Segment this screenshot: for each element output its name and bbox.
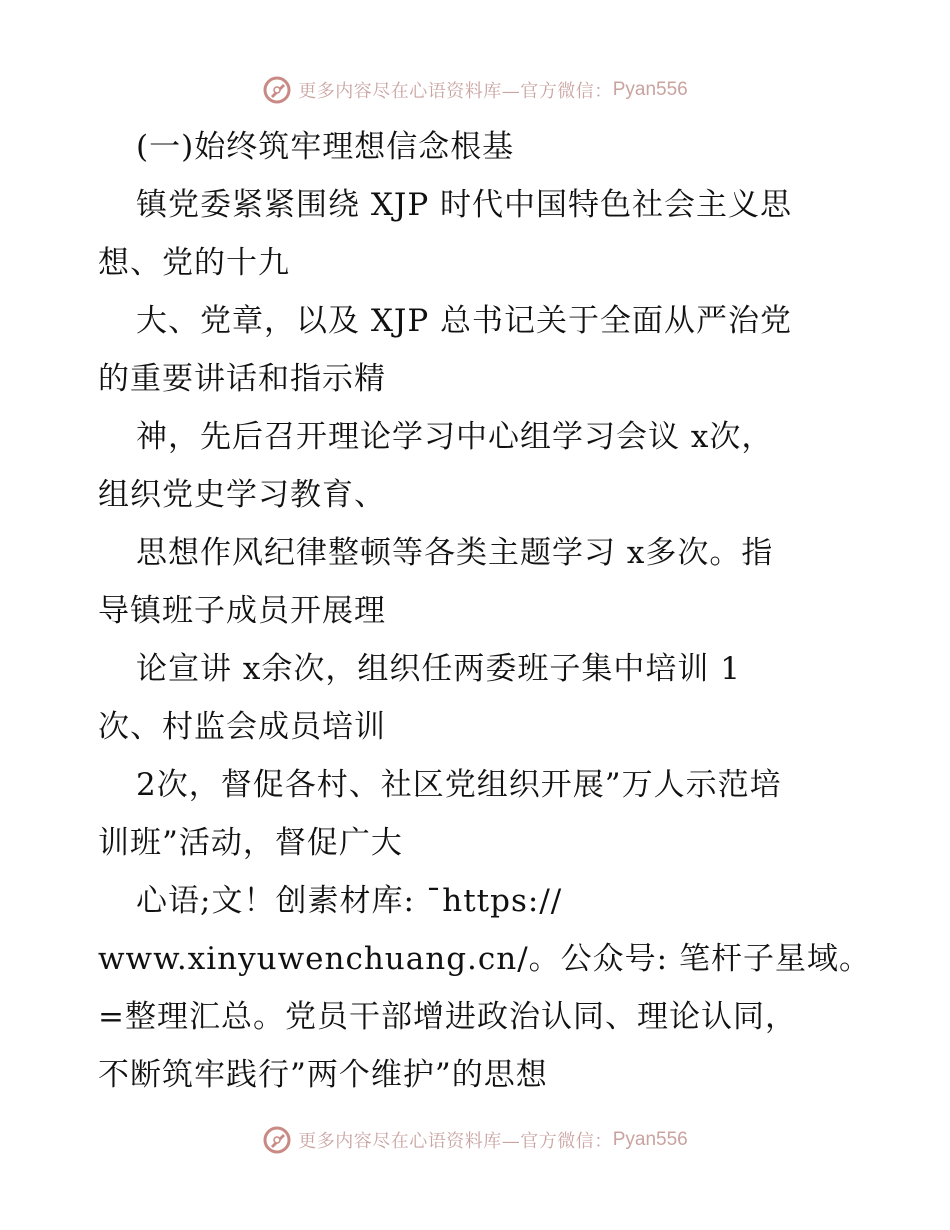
text-line: =整理汇总。党员干部增进政治认同、理论认同， [98, 999, 797, 1035]
text-line: 心语;文！创素材库: ¯https:// [136, 883, 563, 919]
text-line: 思想作风纪律整顿等各类主题学习 x多次。指 [136, 535, 774, 571]
text-line: www.xinyuwenchuang.cn/。公众号: 笔杆子星域。 [98, 941, 871, 977]
text-line: 神，先后召开理论学习中心组学习会议 x次， [136, 419, 774, 455]
text-line: 训班”活动，督促广大 [98, 825, 403, 861]
text-line: 的重要讲话和指示精 [98, 361, 386, 397]
footer-watermark [0, 1120, 950, 1160]
text-line: 论宣讲 x余次，组织任两委班子集中培训 1 [136, 651, 741, 687]
text-line: 不断筑牢践行”两个维护”的思想 [98, 1057, 548, 1093]
section-heading: (一)始终筑牢理想信念根基 [136, 129, 515, 165]
text-line: 导镇班子成员开展理 [98, 593, 386, 629]
text-line: 想、党的十九 [98, 245, 290, 281]
watermark-text: 更多内容尽在心语资料库—官方微信： [298, 81, 613, 102]
watermark-account: Pyan556 [612, 1129, 688, 1150]
text-line: 2次，督促各村、社区党组织开展”万人示范培 [136, 767, 782, 803]
pen-logo-icon [262, 1125, 292, 1155]
watermark-text: 更多内容尽在心语资料库—官方微信： [298, 1131, 613, 1152]
text-line: 组织党史学习教育、 [98, 477, 386, 513]
watermark-account: Pyan556 [612, 79, 688, 100]
text-line: 大、党章，以及 XJP 总书记关于全面从严治党 [136, 303, 793, 339]
text-line: 镇党委紧紧围绕 XJP 时代中国特色社会主义思 [136, 187, 793, 223]
text-line: 次、村监会成员培训 [98, 709, 386, 745]
header-watermark [0, 70, 950, 110]
pen-logo-icon [262, 75, 292, 105]
